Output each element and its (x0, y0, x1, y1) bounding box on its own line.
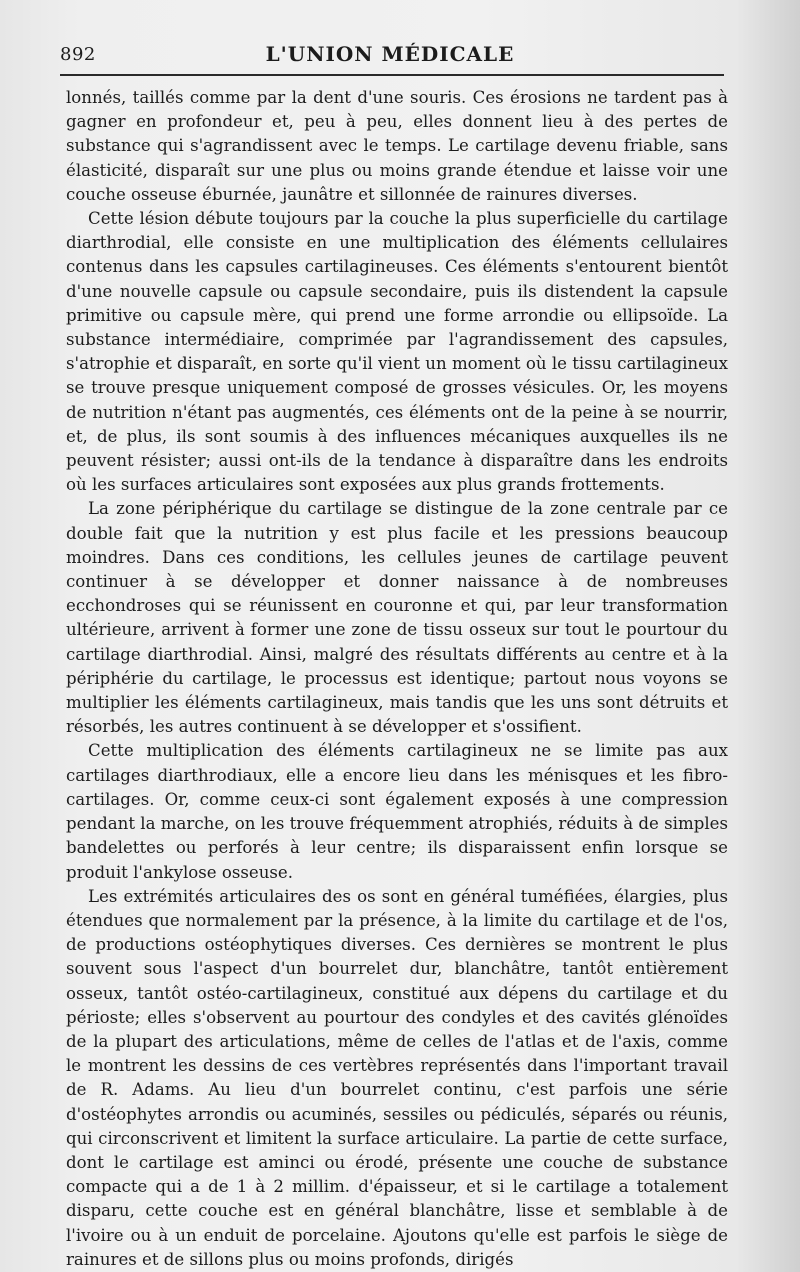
running-title: L'UNION MÉDICALE (265, 42, 515, 66)
page-header (60, 38, 720, 68)
paragraph: La zone périphérique du cartilage se distingue de la zone centrale par ce double fait que la nutrition y est plus facile et les pressions beaucoup moindres. Dans ces conditions, les cellules jeunes de cartilage peuvent continuer à se développer et donner naissance à de nombreuses ecchondroses qui se réunissent en couronne et qui, par leur transformation ultérieure, arrivent à former une zone de tissu osseux sur tout le pourtour du cartilage diarthrodial. Ainsi, malgré des résultats différents au centre et à la périphérie du cartilage, le processus est identique; partout nous voyons se multiplier les éléments cartilagineux, mais tandis que les uns sont détruits et résorbés, les autres continuent à se développer et s'ossifient. (66, 499, 728, 737)
article-body (66, 86, 728, 1272)
paragraph: Cette lésion débute toujours par la couche la plus superficielle du cartilage diarthrodial, elle consiste en une multiplication des éléments cellulaires contenus dans les capsules cartilagineuses. Ces éléments s'entourent bientôt d'une nouvelle capsule ou capsule secondaire, puis ils distendent la capsule primitive ou capsule mère, qui prend une forme arrondie ou ellipsoïde. La substance intermédiaire, comprimée par l'agrandissement des capsules, s'atrophie et disparaît, en sorte qu'il vient un moment où le tissu cartilagineux se trouve presque uniquement composé de grosses vésicules. Or, les moyens de nutrition n'étant pas augmentés, ces éléments ont de la peine à se nourrir, et, de plus, ils sont soumis à des influences mécaniques auxquelles ils ne peuvent résister; aussi ont-ils de la tendance à disparaître dans les endroits où les surfaces articulaires sont exposées aux plus grands frottements. (66, 209, 728, 495)
paragraph-continued: lonnés, taillés comme par la dent d'une souris. Ces érosions ne tardent pas à gagner en profondeur et, peu à peu, elles donnent lieu à des pertes de substance qui s'agrandissent avec le temps. Le cartilage devenu friable, sans élasticité, disparaît sur une plus ou moins grande étendue et laisse voir une couche osseuse éburnée, jaunâtre et sillonnée de rainures diverses. (66, 88, 728, 204)
header-rule (60, 74, 724, 76)
paragraph: Cette multiplication des éléments cartilagineux ne se limite pas aux cartilages diarthrodiaux, elle a encore lieu dans les ménisques et les fibro-cartilages. Or, comme ceux-ci sont également exposés à une compression pendant la marche, on les trouve fréquemment atrophiés, réduits à de simples bandelettes ou perforés à leur centre; ils disparaissent enfin lorsque se produit l'ankylose osseuse. (66, 741, 728, 882)
page-number: 892 (60, 44, 96, 65)
paragraph: Les extrémités articulaires des os sont en général tuméfiées, élargies, plus étendues que normalement par la présence, à la limite du cartilage et de l'os, de productions ostéophytiques diverses. Ces dernières se montrent le plus souvent sous l'aspect d'un bourrelet dur, blanchâtre, tantôt entièrement osseux, tantôt ostéo-cartilagineux, constitué aux dépens du cartilage et du périoste; elles s'observent au pourtour des condyles et des cavités glénoïdes de la plupart des articulations, même de celles de l'atlas et de l'axis, comme le montrent les dessins de ces vertèbres représentés dans l'important travail de R. Adams. Au lieu d'un bourrelet continu, c'est parfois une série d'ostéophytes arrondis ou acuminés, sessiles ou pédiculés, séparés ou réunis, qui circonscrivent et limitent la surface articulaire. La partie de cette surface, dont le cartilage est aminci ou érodé, présente une couche de substance compacte qui a de 1 à 2 millim. d'épaisseur, et si le cartilage a totalement disparu, cette couche est en général blanchâtre, lisse et semblable à de l'ivoire ou à un enduit de porcelaine. Ajoutons qu'elle est parfois le siège de rainures et de sillons plus ou moins profonds, dirigés (66, 886, 728, 1269)
